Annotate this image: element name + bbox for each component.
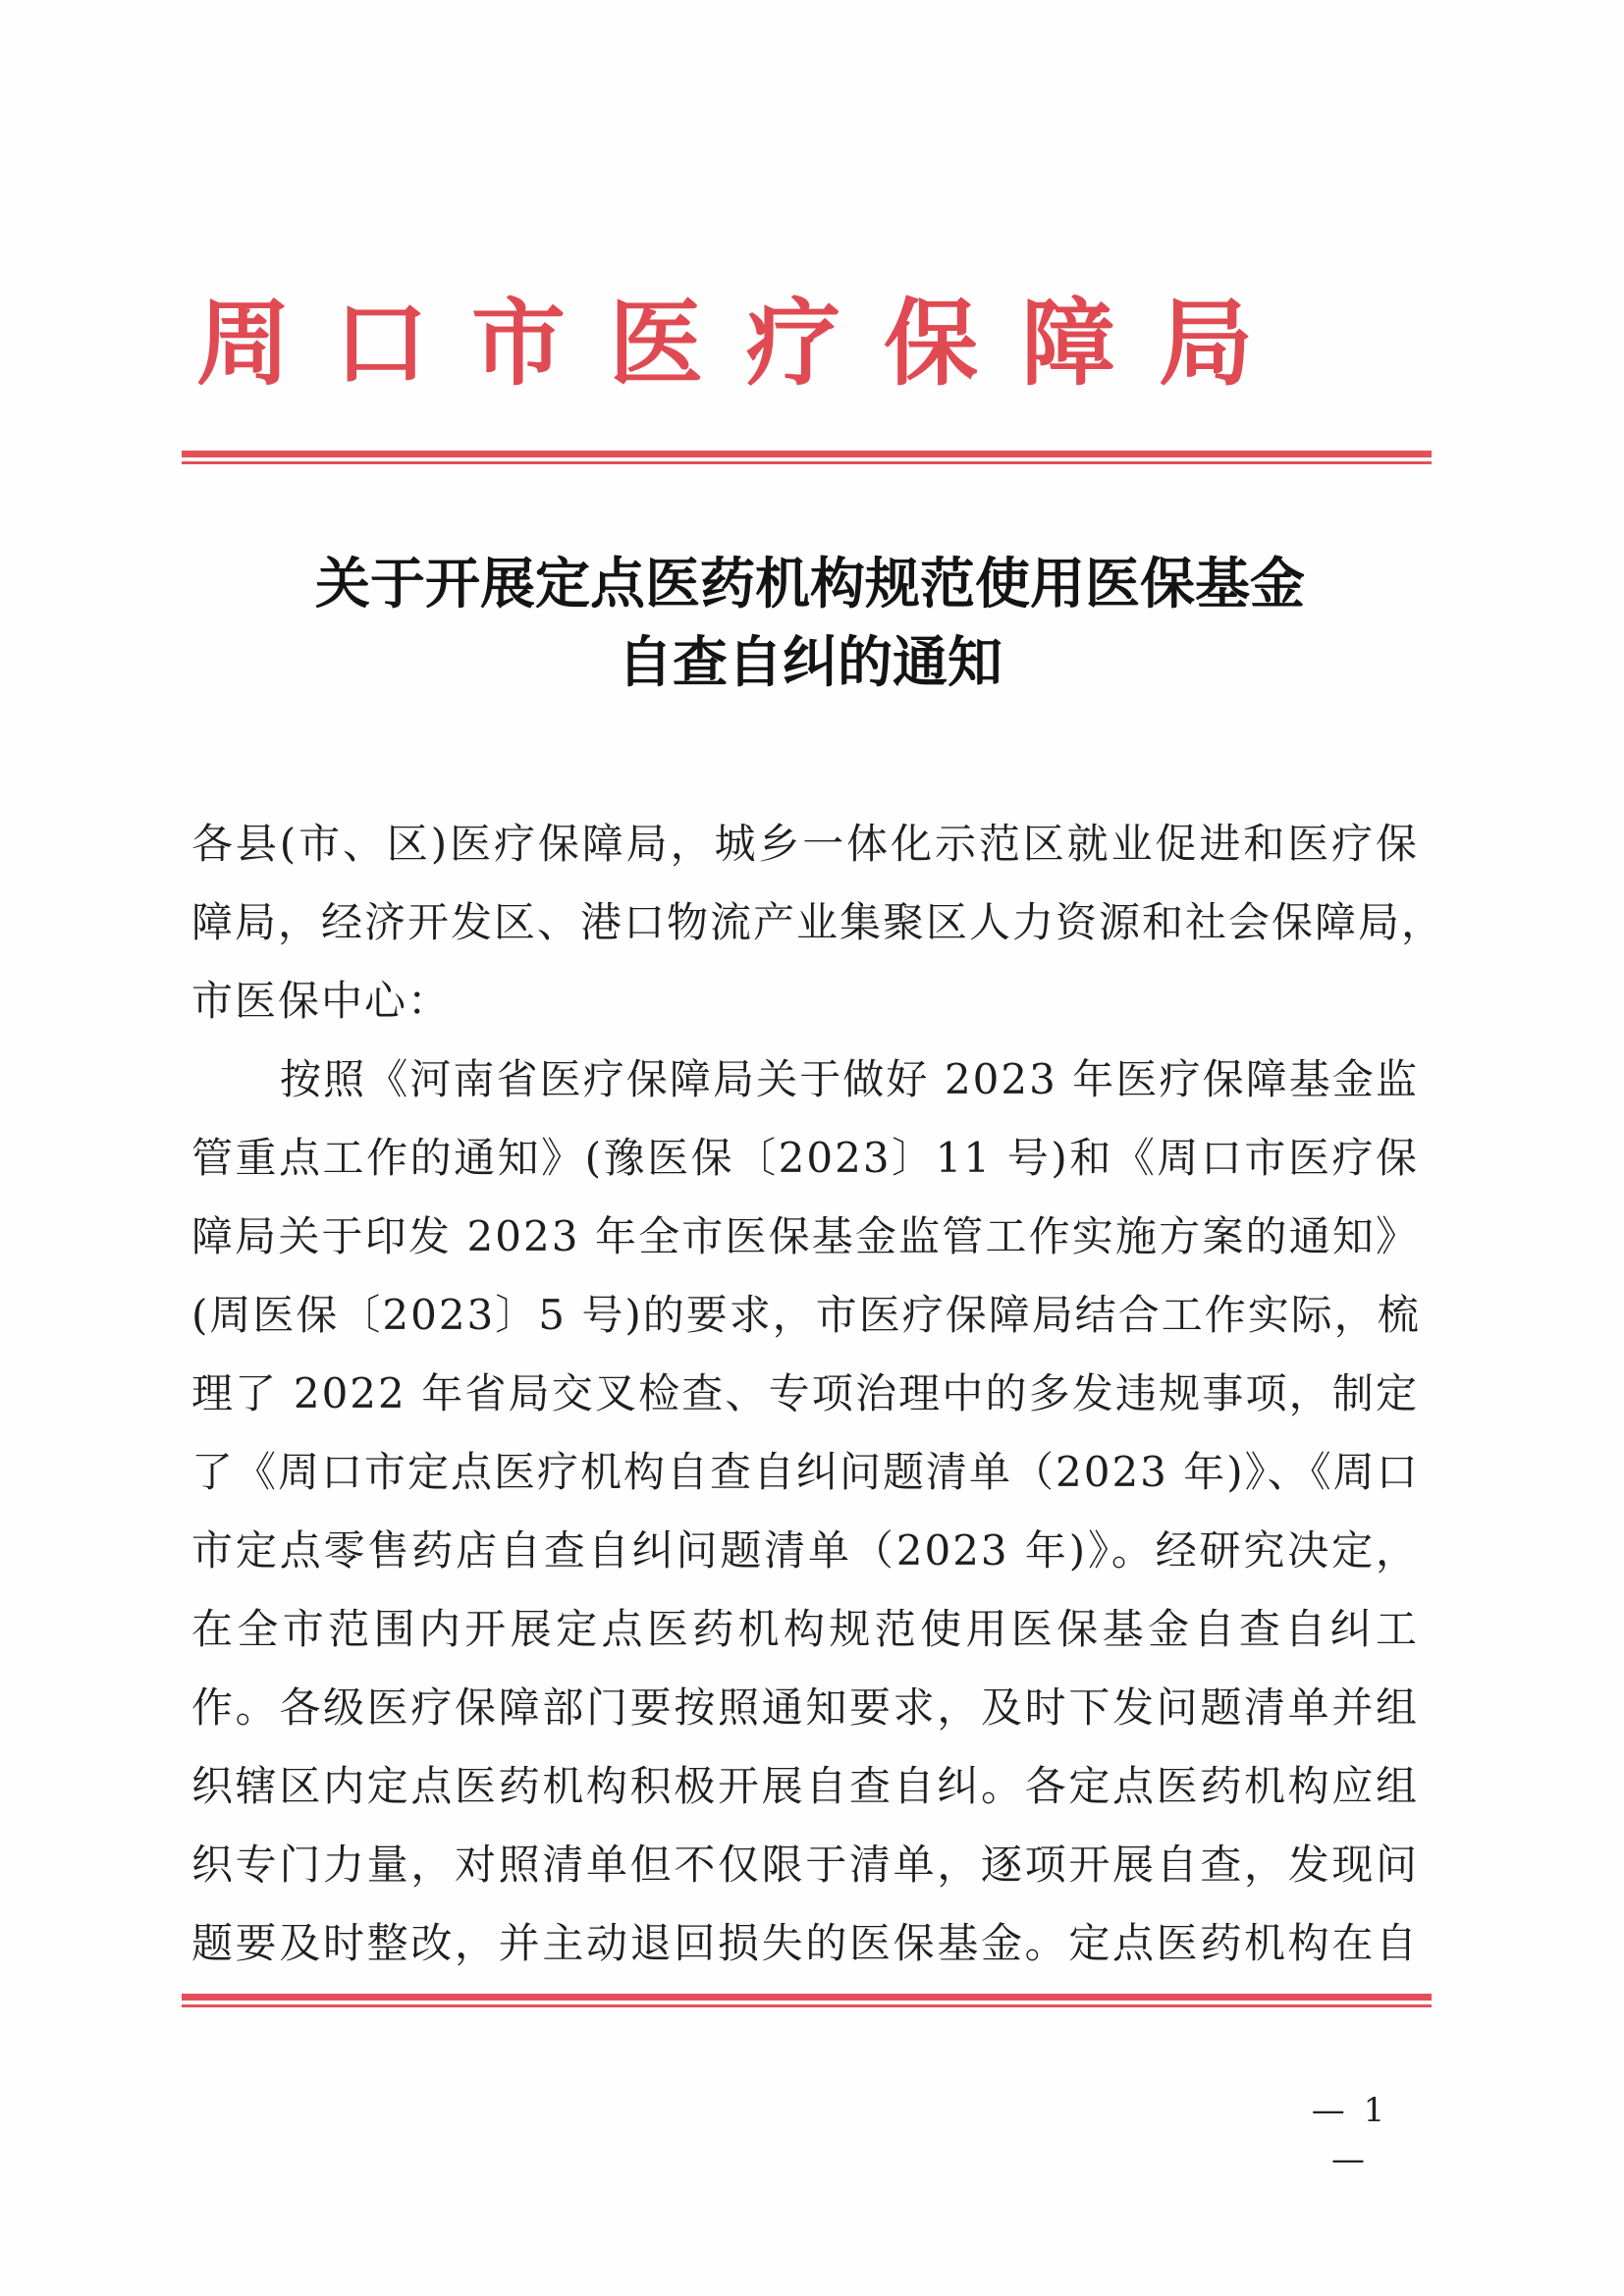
body-line: 市定点零售药店自查自纠问题清单（2023 年)》。经研究决定， [191, 1526, 1419, 1575]
page-number: — 1 — [1311, 2091, 1389, 2179]
body-line: 障局，经济开发区、港口物流产业集聚区人力资源和社会保障局， [191, 898, 1445, 946]
notice-title-line-1: 关于开展定点医药机构规范使用医保基金 [315, 552, 1305, 616]
letterhead-divider [182, 451, 1432, 464]
body-line: 按照《河南省医疗保障局关于做好 2023 年医疗保障基金监 [280, 1055, 1419, 1103]
body-line: 作。各级医疗保障部门要按照通知要求，及时下发问题清单并组 [191, 1683, 1419, 1732]
body-line: 在全市范围内开展定点医药机构规范使用医保基金自查自纠工 [191, 1605, 1419, 1653]
body-line: 理了 2022 年省局交叉检查、专项治理中的多发违规事项，制定 [191, 1369, 1419, 1417]
letterhead-title: 周口市医疗保障局 [196, 288, 1296, 399]
body-line: 织辖区内定点医药机构积极开展自查自纠。各定点医药机构应组 [191, 1762, 1419, 1810]
body-line: 题要及时整改，并主动退回损失的医保基金。定点医药机构在自 [191, 1919, 1419, 1967]
body-line: 了《周口市定点医疗机构自查自纠问题清单（2023 年)》、《周口 [191, 1448, 1420, 1496]
notice-title-line-2: 自查自纠的通知 [618, 630, 1002, 695]
footer-divider [182, 1994, 1432, 2007]
body-line: 各县(市、区)医疗保障局，城乡一体化示范区就业促进和医疗保 [191, 820, 1419, 868]
body-line: (周医保〔2023〕5 号)的要求，市医疗保障局结合工作实际，梳 [191, 1291, 1421, 1339]
body-line: 织专门力量，对照清单但不仅限于清单，逐项开展自查，发现问 [191, 1841, 1419, 1889]
body-line: 障局关于印发 2023 年全市医保基金监管工作实施方案的通知》 [191, 1212, 1419, 1260]
body-line: 管重点工作的通知》(豫医保〔2023〕11 号)和《周口市医疗保 [191, 1134, 1419, 1182]
body-line: 市医保中心： [191, 977, 452, 1025]
